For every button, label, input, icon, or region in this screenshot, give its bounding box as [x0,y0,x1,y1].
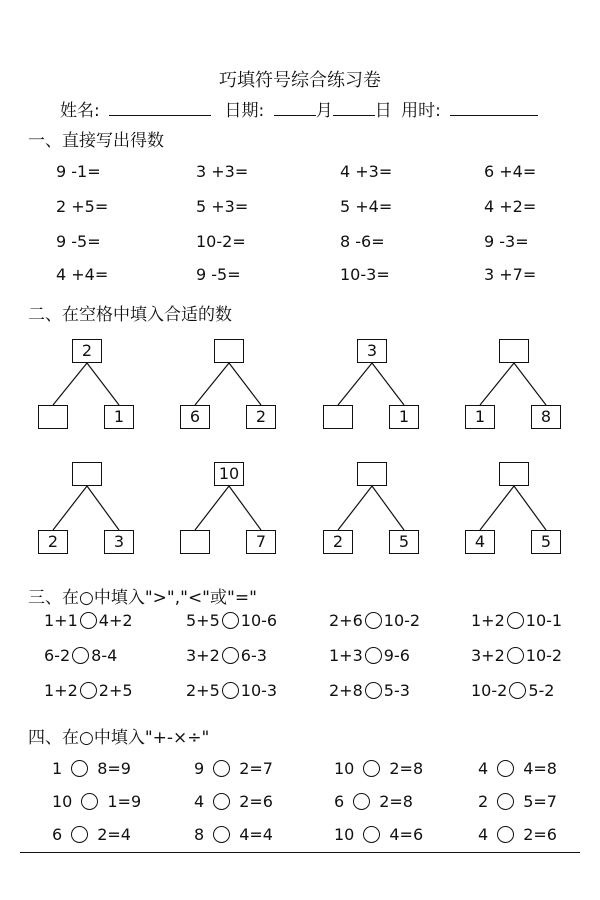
right-expression: 8-4 [91,646,118,665]
arithmetic-problem: 9 -5= [196,265,241,284]
arithmetic-problem: 5 +3= [196,197,249,216]
arithmetic-problem: 9 -1= [56,162,101,181]
left-expression: 1+2 [471,611,505,630]
tree-top-blank[interactable] [499,339,529,363]
tree-left-number: 2 [38,530,68,554]
left-expression: 2+5 [186,681,220,700]
answer-circle[interactable] [365,647,382,664]
operator-problem [334,825,423,844]
operator-circle[interactable] [213,826,230,843]
answer-circle[interactable] [507,647,524,664]
comparison-problem [471,681,554,700]
answer-circle[interactable] [72,647,89,664]
left-expression: 10-2 [471,681,508,700]
right-expression: 5-2 [528,681,555,700]
tree-branch [53,486,87,530]
tree-branch [514,363,546,405]
arithmetic-problem: 2 +5= [56,197,109,216]
tree-top-number: 3 [357,339,387,363]
worksheet-title: 巧填符号综合练习卷 [219,70,381,91]
comparison-problem [329,681,410,700]
arithmetic-problem: 10-2= [196,232,246,251]
right-expression: 6-3 [240,646,267,665]
answer-circle[interactable] [365,612,382,629]
tree-branch [195,363,229,405]
answer-circle[interactable] [222,612,239,629]
answer-circle[interactable] [222,682,239,699]
tree-top-number: 2 [72,339,102,363]
operator-problem [194,825,273,844]
tree-left-number: 2 [323,530,353,554]
operator-circle[interactable] [497,793,514,810]
left-expression: 1+3 [329,646,363,665]
tree-left-blank[interactable] [180,530,210,554]
comparison-problem [44,681,133,700]
right-expression: 10-2 [525,646,563,665]
left-expression: 3+2 [471,646,505,665]
day-label: 日 [374,101,392,121]
comparison-problem [471,611,562,630]
tree-branch [338,486,372,530]
tree-top-blank[interactable] [357,462,387,486]
tree-branch [372,486,404,530]
right-equation: 2=6 [523,825,557,844]
left-expression: 3+2 [186,646,220,665]
right-expression: 10-1 [525,611,563,630]
section1-heading: 一、直接写出得数 [28,131,164,151]
operator-problem [334,792,413,811]
operator-circle[interactable] [363,760,380,777]
bottom-rule [20,852,580,853]
right-expression: 10-3 [240,681,278,700]
left-number: 6 [334,792,345,811]
left-expression: 2+6 [329,611,363,630]
tree-branch [480,486,514,530]
tree-left-number: 1 [465,405,495,429]
operator-circle[interactable] [497,760,514,777]
left-number: 4 [478,825,489,844]
operator-circle[interactable] [71,760,88,777]
right-expression: 2+5 [98,681,133,700]
right-expression: 4+2 [98,611,133,630]
left-expression: 1+1 [44,611,78,630]
tree-right-number: 8 [531,405,561,429]
right-equation: 2=8 [389,759,424,778]
tree-top-blank[interactable] [214,339,244,363]
right-equation: 4=4 [239,825,273,844]
operator-circle[interactable] [363,826,380,843]
section2-heading: 二、在空格中填入合适的数 [28,305,232,325]
tree-branch [480,363,514,405]
comparison-problem [186,646,267,665]
right-equation: 5=7 [523,792,557,811]
comparison-problem [186,681,277,700]
left-number: 4 [478,759,489,778]
left-number: 4 [194,792,205,811]
operator-problem [478,759,557,778]
right-expression: 5-3 [383,681,410,700]
right-equation: 2=8 [379,792,413,811]
operator-problem [194,759,273,778]
section3-heading: 三、在○中填入">","<"或"=" [28,588,257,608]
arithmetic-problem: 3 +3= [196,162,249,181]
comparison-problem [186,611,277,630]
tree-branch [229,363,261,405]
tree-top-blank[interactable] [499,462,529,486]
tree-right-number: 1 [104,405,134,429]
comparison-problem [471,646,562,665]
tree-right-number: 7 [246,530,276,554]
arithmetic-problem: 5 +4= [340,197,393,216]
tree-top-blank[interactable] [72,462,102,486]
tree-right-number: 5 [531,530,561,554]
operator-problem [478,792,557,811]
right-equation: 2=6 [239,792,273,811]
tree-right-number: 3 [104,530,134,554]
operator-problem [52,825,131,844]
arithmetic-problem: 6 +4= [484,162,537,181]
arithmetic-problem: 4 +3= [340,162,393,181]
month-label: 月 [315,101,333,121]
tree-branch [338,363,372,405]
tree-branch [87,363,119,405]
right-equation: 1=9 [107,792,142,811]
tree-branch [53,363,87,405]
right-equation: 8=9 [97,759,131,778]
tree-top-number: 10 [214,462,244,486]
tree-branch [229,486,261,530]
operator-circle[interactable] [213,793,230,810]
left-number: 10 [52,792,73,811]
operator-circle[interactable] [71,826,88,843]
arithmetic-problem: 4 +2= [484,197,537,216]
operator-problem [478,825,557,844]
left-expression: 2+8 [329,681,363,700]
left-number: 2 [478,792,489,811]
left-number: 1 [52,759,63,778]
left-number: 9 [194,759,205,778]
comparison-problem [44,611,133,630]
arithmetic-problem: 9 -3= [484,232,529,251]
tree-branch [514,486,546,530]
right-expression: 10-2 [383,611,421,630]
left-number: 6 [52,825,63,844]
comparison-problem [329,611,420,630]
tree-right-number: 1 [389,405,419,429]
arithmetic-problem: 8 -6= [340,232,385,251]
right-equation: 4=8 [523,759,557,778]
tree-left-number: 4 [465,530,495,554]
operator-circle[interactable] [497,826,514,843]
answer-circle[interactable] [507,612,524,629]
comparison-problem [44,646,117,665]
arithmetic-problem: 4 +4= [56,265,109,284]
comparison-problem [329,646,410,665]
left-expression: 6-2 [44,646,71,665]
tree-branch [195,486,229,530]
arithmetic-problem: 10-3= [340,265,390,284]
answer-circle[interactable] [80,612,97,629]
tree-left-number: 6 [180,405,210,429]
answer-circle[interactable] [222,647,239,664]
answer-circle[interactable] [509,682,526,699]
operator-circle[interactable] [353,793,370,810]
operator-problem [52,759,131,778]
right-equation: 2=4 [97,825,131,844]
date-label: 日期: [224,101,265,121]
tree-left-blank[interactable] [323,405,353,429]
right-equation: 4=6 [389,825,424,844]
tree-left-blank[interactable] [38,405,68,429]
section4-heading: 四、在○中填入"+-×÷" [28,728,210,748]
left-number: 10 [334,825,355,844]
answer-circle[interactable] [365,682,382,699]
tree-right-number: 2 [246,405,276,429]
right-expression: 10-6 [240,611,278,630]
answer-circle[interactable] [80,682,97,699]
right-equation: 2=7 [239,759,273,778]
time-label: 用时: [401,101,441,121]
tree-branch [372,363,404,405]
arithmetic-problem: 3 +7= [484,265,537,284]
operator-circle[interactable] [81,793,98,810]
left-number: 8 [194,825,205,844]
operator-problem [334,759,423,778]
left-expression: 5+5 [186,611,220,630]
operator-problem [194,792,273,811]
arithmetic-problem: 9 -5= [56,232,101,251]
left-expression: 1+2 [44,681,78,700]
operator-circle[interactable] [213,760,230,777]
operator-problem [52,792,141,811]
left-number: 10 [334,759,355,778]
tree-right-number: 5 [389,530,419,554]
right-expression: 9-6 [383,646,410,665]
name-label: 姓名: [60,101,100,121]
tree-branch [87,486,119,530]
